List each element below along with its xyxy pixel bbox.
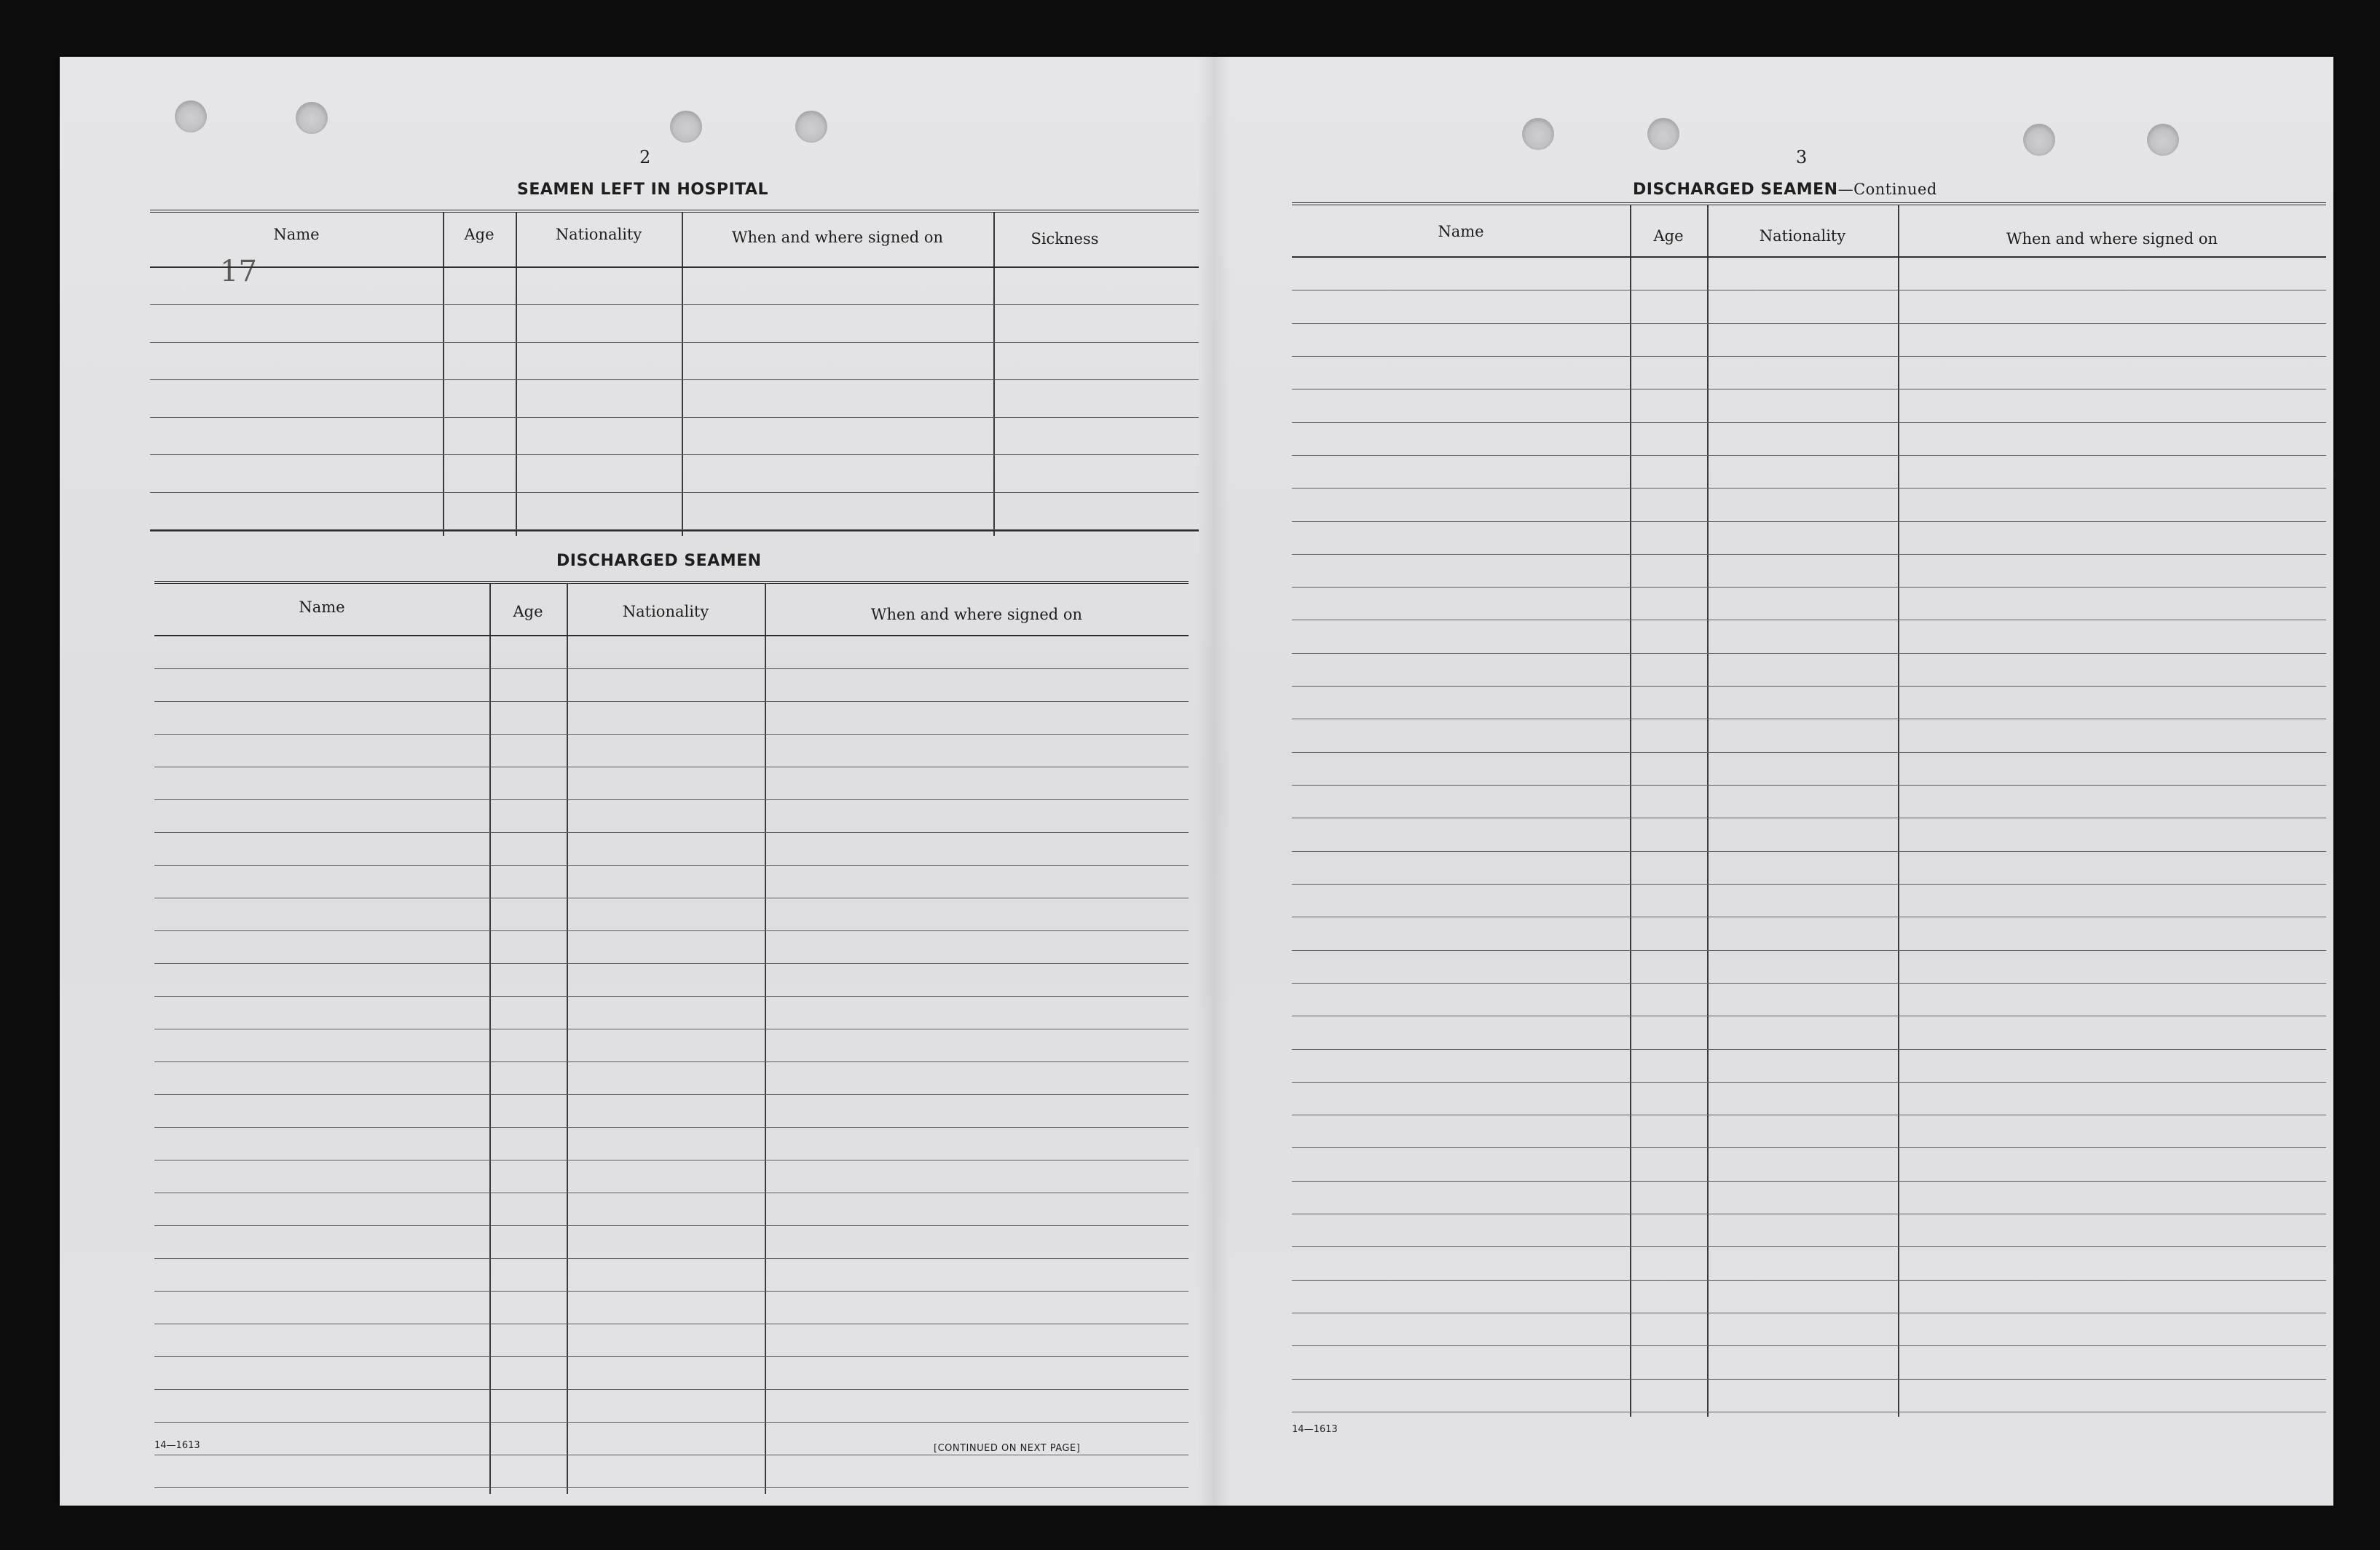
table-row <box>1292 324 2326 357</box>
table-row <box>1292 1083 2326 1115</box>
table-row <box>154 1292 1189 1324</box>
table-row <box>154 964 1189 997</box>
table-row <box>1292 885 2326 917</box>
table-row <box>1292 423 2326 456</box>
discharged-table <box>154 581 1189 1494</box>
table-row <box>154 702 1189 735</box>
table-row <box>1292 984 2326 1016</box>
table-row <box>150 455 1199 492</box>
column-header-nationality: Nationality <box>555 226 642 243</box>
table-row <box>154 669 1189 702</box>
table-row <box>154 1095 1189 1128</box>
table-row <box>150 418 1199 455</box>
table-row <box>1292 620 2326 653</box>
section-title-discharged: DISCHARGED SEAMEN <box>556 552 762 570</box>
table-row <box>1292 357 2326 390</box>
column-header-nationality: Nationality <box>622 603 709 620</box>
column-header-name: Name <box>1438 223 1484 240</box>
table-row <box>154 898 1189 931</box>
table-row <box>154 1455 1189 1488</box>
right-page <box>1225 57 2333 1506</box>
column-header-name: Name <box>299 598 345 616</box>
table-row <box>150 380 1199 417</box>
column-header-name: Name <box>273 226 320 243</box>
column-header-age: Age <box>1653 227 1684 245</box>
page-number: 2 <box>639 147 651 167</box>
table-row <box>154 636 1189 669</box>
table-row <box>1292 588 2326 620</box>
handwritten-mark: 17 <box>220 255 257 288</box>
document-sheet <box>60 57 2333 1506</box>
section-title-discharged-continued <box>1633 181 1937 199</box>
table-row <box>1292 786 2326 818</box>
column-header-signed-on: When and where signed on <box>870 606 1083 623</box>
table-row <box>154 931 1189 964</box>
column-header-age: Age <box>464 226 494 243</box>
continued-on-next-page: [CONTINUED ON NEXT PAGE] <box>934 1443 1081 1454</box>
table-row <box>1292 1050 2326 1083</box>
page-number: 3 <box>1796 147 1808 167</box>
table-row <box>154 833 1189 866</box>
hospital-rows <box>150 268 1199 530</box>
table-row <box>1292 818 2326 851</box>
table-row <box>1292 555 2326 588</box>
table-row <box>1292 522 2326 555</box>
table-row <box>154 1390 1189 1423</box>
table-row <box>1292 489 2326 521</box>
column-header-nationality: Nationality <box>1759 227 1846 245</box>
table-row <box>1292 654 2326 687</box>
table-row <box>1292 852 2326 885</box>
table-row <box>1292 1346 2326 1379</box>
left-page <box>60 57 1197 1506</box>
table-row <box>1292 1281 2326 1313</box>
section-title-text: DISCHARGED SEAMEN <box>1633 181 1838 199</box>
table-row <box>1292 290 2326 323</box>
table-row <box>1292 1148 2326 1181</box>
table-row <box>1292 1313 2326 1346</box>
table-row <box>154 800 1189 833</box>
table-row <box>1292 1115 2326 1148</box>
discharged-rows <box>154 636 1189 1488</box>
table-row <box>1292 753 2326 786</box>
column-header-sickness: Sickness <box>1031 230 1099 248</box>
table-row <box>154 1193 1189 1226</box>
table-row <box>1292 917 2326 950</box>
column-header-signed-on: When and where signed on <box>2006 230 2218 248</box>
table-row <box>1292 258 2326 290</box>
table-row <box>1292 456 2326 489</box>
table-row <box>154 1062 1189 1095</box>
form-number: 14—1613 <box>1292 1424 1338 1435</box>
table-row <box>154 1357 1189 1390</box>
table-row <box>154 997 1189 1029</box>
table-row <box>1292 687 2326 719</box>
table-row <box>1292 1214 2326 1247</box>
table-row <box>150 493 1199 530</box>
table-row <box>154 1324 1189 1357</box>
discharged-continued-table <box>1292 202 2326 1417</box>
table-row <box>154 767 1189 800</box>
table-row <box>1292 951 2326 984</box>
table-row <box>154 866 1189 898</box>
column-header-age: Age <box>513 603 543 620</box>
hospital-table <box>150 210 1199 536</box>
table-row <box>154 1029 1189 1062</box>
table-row <box>150 268 1199 305</box>
table-row <box>1292 1182 2326 1214</box>
table-row <box>1292 719 2326 752</box>
table-row <box>150 305 1199 342</box>
table-row <box>154 1226 1189 1259</box>
table-row <box>150 343 1199 380</box>
table-row <box>154 1128 1189 1160</box>
continued-suffix: —Continued <box>1837 181 1937 198</box>
section-title-hospital: SEAMEN LEFT IN HOSPITAL <box>517 181 769 199</box>
table-row <box>1292 1247 2326 1280</box>
table-row <box>1292 1380 2326 1412</box>
table-row <box>154 1259 1189 1292</box>
table-row <box>1292 390 2326 422</box>
form-number: 14—1613 <box>154 1440 200 1451</box>
table-row <box>1292 1016 2326 1049</box>
column-header-signed-on: When and where signed on <box>731 229 944 246</box>
table-row <box>154 1160 1189 1193</box>
table-row <box>154 735 1189 767</box>
discharged-continued-rows <box>1292 258 2326 1412</box>
